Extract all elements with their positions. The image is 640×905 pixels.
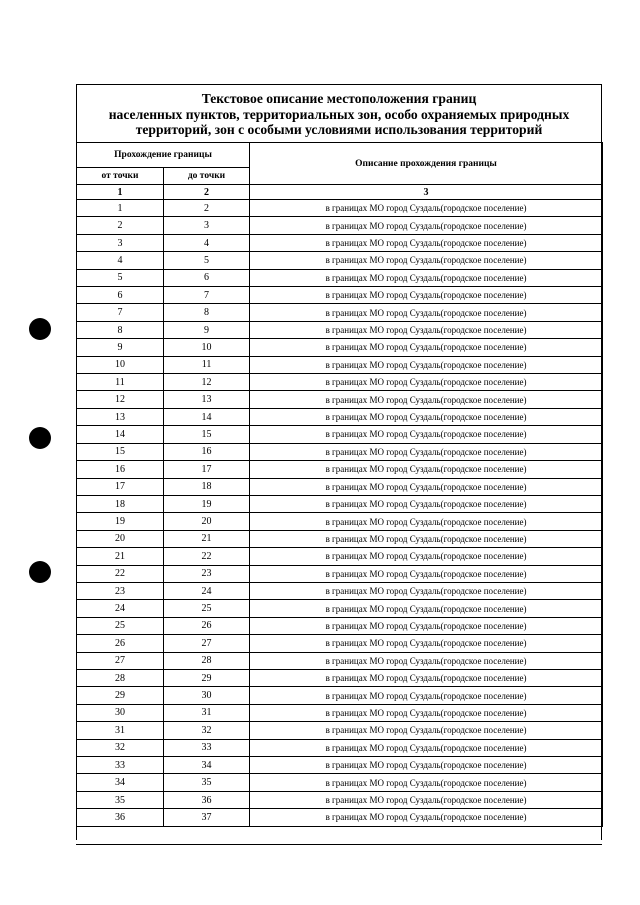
cell-desc: в границах МО город Суздаль(городское поселение) xyxy=(250,356,603,373)
cell-from: 31 xyxy=(77,722,164,739)
group-header: Прохождение границы xyxy=(77,143,250,168)
cell-from: 34 xyxy=(77,774,164,791)
table-body xyxy=(77,200,603,827)
cell-desc: в границах МО город Суздаль(городское поселение) xyxy=(250,252,603,269)
table-row xyxy=(77,269,603,286)
table-row xyxy=(77,374,603,391)
table-row xyxy=(77,757,603,774)
cell-from: 14 xyxy=(77,426,164,443)
cell-from: 25 xyxy=(77,617,164,634)
column-number-row xyxy=(77,185,603,200)
table-row xyxy=(77,582,603,599)
cell-to: 23 xyxy=(164,565,250,582)
bottom-rule xyxy=(76,844,602,845)
cell-desc: в границах МО город Суздаль(городское поселение) xyxy=(250,443,603,460)
table-row xyxy=(77,321,603,338)
cell-desc: в границах МО город Суздаль(городское поселение) xyxy=(250,391,603,408)
cell-to: 26 xyxy=(164,617,250,634)
cell-to: 6 xyxy=(164,269,250,286)
table-row xyxy=(77,704,603,721)
cell-desc: в границах МО город Суздаль(городское поселение) xyxy=(250,548,603,565)
table-row xyxy=(77,234,603,251)
cell-from: 4 xyxy=(77,252,164,269)
table-row xyxy=(77,356,603,373)
cell-desc: в границах МО город Суздаль(городское поселение) xyxy=(250,635,603,652)
cell-from: 32 xyxy=(77,739,164,756)
table-row xyxy=(77,774,603,791)
table-row xyxy=(77,669,603,686)
cell-desc: в границах МО город Суздаль(городское поселение) xyxy=(250,321,603,338)
cell-to: 18 xyxy=(164,478,250,495)
cell-from: 35 xyxy=(77,791,164,808)
col-number: 3 xyxy=(250,185,603,200)
cell-desc: в границах МО город Суздаль(городское поселение) xyxy=(250,426,603,443)
title-line-1: Текстовое описание местоположения границ xyxy=(201,91,477,106)
cell-to: 8 xyxy=(164,304,250,321)
cell-desc: в границах МО город Суздаль(городское поселение) xyxy=(250,217,603,234)
cell-to: 19 xyxy=(164,495,250,512)
table-row xyxy=(77,391,603,408)
cell-desc: в границах МО город Суздаль(городское поселение) xyxy=(250,652,603,669)
cell-from: 36 xyxy=(77,809,164,826)
boundary-table xyxy=(76,142,603,827)
cell-desc: в границах МО город Суздаль(городское поселение) xyxy=(250,757,603,774)
cell-from: 19 xyxy=(77,513,164,530)
cell-desc: в границах МО город Суздаль(городское поселение) xyxy=(250,809,603,826)
cell-from: 10 xyxy=(77,356,164,373)
table-row xyxy=(77,287,603,304)
cell-desc: в границах МО город Суздаль(городское поселение) xyxy=(250,374,603,391)
punch-hole xyxy=(29,318,51,340)
cell-to: 7 xyxy=(164,287,250,304)
cell-from: 9 xyxy=(77,339,164,356)
table-row xyxy=(77,687,603,704)
table-row xyxy=(77,635,603,652)
cell-to: 27 xyxy=(164,635,250,652)
cell-to: 14 xyxy=(164,408,250,425)
cell-to: 17 xyxy=(164,461,250,478)
cell-to: 34 xyxy=(164,757,250,774)
cell-to: 4 xyxy=(164,234,250,251)
cell-to: 12 xyxy=(164,374,250,391)
cell-to: 5 xyxy=(164,252,250,269)
table-row xyxy=(77,408,603,425)
table-row xyxy=(77,617,603,634)
table-row xyxy=(77,600,603,617)
table-row xyxy=(77,548,603,565)
cell-from: 13 xyxy=(77,408,164,425)
cell-from: 22 xyxy=(77,565,164,582)
cell-to: 24 xyxy=(164,582,250,599)
cell-desc: в границах МО город Суздаль(городское поселение) xyxy=(250,269,603,286)
cell-from: 3 xyxy=(77,234,164,251)
cell-desc: в границах МО город Суздаль(городское поселение) xyxy=(250,687,603,704)
from-header: от точки xyxy=(77,168,164,185)
cell-to: 31 xyxy=(164,704,250,721)
document-title xyxy=(77,91,601,138)
table-row xyxy=(77,530,603,547)
cell-from: 18 xyxy=(77,495,164,512)
cell-to: 13 xyxy=(164,391,250,408)
cell-desc: в границах МО город Суздаль(городское поселение) xyxy=(250,722,603,739)
cell-desc: в границах МО город Суздаль(городское поселение) xyxy=(250,565,603,582)
table-row xyxy=(77,461,603,478)
cell-to: 29 xyxy=(164,669,250,686)
table-row xyxy=(77,791,603,808)
cell-desc: в границах МО город Суздаль(городское поселение) xyxy=(250,513,603,530)
table-row xyxy=(77,809,603,826)
cell-from: 33 xyxy=(77,757,164,774)
table-row xyxy=(77,739,603,756)
cell-to: 30 xyxy=(164,687,250,704)
table-row xyxy=(77,513,603,530)
table-row xyxy=(77,304,603,321)
table-row xyxy=(77,426,603,443)
cell-desc: в границах МО город Суздаль(городское поселение) xyxy=(250,617,603,634)
title-line-3: территорий, зон с особыми условиями использования территорий xyxy=(135,122,543,137)
cell-from: 30 xyxy=(77,704,164,721)
cell-desc: в границах МО город Суздаль(городское поселение) xyxy=(250,287,603,304)
cell-to: 2 xyxy=(164,200,250,217)
table-row xyxy=(77,217,603,234)
table-row xyxy=(77,565,603,582)
table-row xyxy=(77,200,603,217)
cell-from: 8 xyxy=(77,321,164,338)
cell-desc: в границах МО город Суздаль(городское поселение) xyxy=(250,774,603,791)
cell-from: 6 xyxy=(77,287,164,304)
cell-from: 21 xyxy=(77,548,164,565)
punch-hole xyxy=(29,561,51,583)
cell-from: 24 xyxy=(77,600,164,617)
table-row xyxy=(77,339,603,356)
cell-from: 27 xyxy=(77,652,164,669)
table-row xyxy=(77,722,603,739)
punch-hole xyxy=(29,427,51,449)
cell-from: 29 xyxy=(77,687,164,704)
cell-desc: в границах МО город Суздаль(городское поселение) xyxy=(250,234,603,251)
cell-desc: в границах МО город Суздаль(городское поселение) xyxy=(250,478,603,495)
cell-to: 35 xyxy=(164,774,250,791)
cell-from: 17 xyxy=(77,478,164,495)
cell-desc: в границах МО город Суздаль(городское поселение) xyxy=(250,495,603,512)
cell-from: 20 xyxy=(77,530,164,547)
cell-to: 10 xyxy=(164,339,250,356)
cell-to: 16 xyxy=(164,443,250,460)
cell-desc: в границах МО город Суздаль(городское поселение) xyxy=(250,408,603,425)
title-line-2: населенных пунктов, территориальных зон, особо охраняемых природных xyxy=(108,106,570,122)
cell-to: 36 xyxy=(164,791,250,808)
cell-to: 33 xyxy=(164,739,250,756)
to-header: до точки xyxy=(164,168,250,185)
cell-from: 2 xyxy=(77,217,164,234)
cell-from: 11 xyxy=(77,374,164,391)
cell-desc: в границах МО город Суздаль(городское поселение) xyxy=(250,339,603,356)
cell-from: 16 xyxy=(77,461,164,478)
col-number: 2 xyxy=(164,185,250,200)
desc-header: Описание прохождения границы xyxy=(250,143,603,185)
table-row xyxy=(77,443,603,460)
cell-from: 5 xyxy=(77,269,164,286)
cell-to: 22 xyxy=(164,548,250,565)
table-row xyxy=(77,652,603,669)
cell-from: 26 xyxy=(77,635,164,652)
cell-to: 25 xyxy=(164,600,250,617)
cell-to: 9 xyxy=(164,321,250,338)
cell-desc: в границах МО город Суздаль(городское поселение) xyxy=(250,304,603,321)
cell-from: 7 xyxy=(77,304,164,321)
document-frame xyxy=(76,84,602,840)
cell-from: 23 xyxy=(77,582,164,599)
cell-to: 21 xyxy=(164,530,250,547)
cell-to: 37 xyxy=(164,809,250,826)
cell-desc: в границах МО город Суздаль(городское поселение) xyxy=(250,600,603,617)
cell-desc: в границах МО город Суздаль(городское поселение) xyxy=(250,582,603,599)
cell-from: 15 xyxy=(77,443,164,460)
cell-desc: в границах МО город Суздаль(городское поселение) xyxy=(250,461,603,478)
cell-desc: в границах МО город Суздаль(городское поселение) xyxy=(250,669,603,686)
cell-desc: в границах МО город Суздаль(городское поселение) xyxy=(250,530,603,547)
table-row xyxy=(77,478,603,495)
table-row xyxy=(77,495,603,512)
cell-desc: в границах МО город Суздаль(городское поселение) xyxy=(250,791,603,808)
cell-from: 28 xyxy=(77,669,164,686)
cell-to: 11 xyxy=(164,356,250,373)
cell-to: 15 xyxy=(164,426,250,443)
cell-to: 28 xyxy=(164,652,250,669)
cell-from: 1 xyxy=(77,200,164,217)
cell-to: 32 xyxy=(164,722,250,739)
cell-desc: в границах МО город Суздаль(городское поселение) xyxy=(250,200,603,217)
cell-desc: в границах МО город Суздаль(городское поселение) xyxy=(250,739,603,756)
cell-to: 20 xyxy=(164,513,250,530)
cell-desc: в границах МО город Суздаль(городское поселение) xyxy=(250,704,603,721)
cell-from: 12 xyxy=(77,391,164,408)
cell-to: 3 xyxy=(164,217,250,234)
table-row xyxy=(77,252,603,269)
col-number: 1 xyxy=(77,185,164,200)
